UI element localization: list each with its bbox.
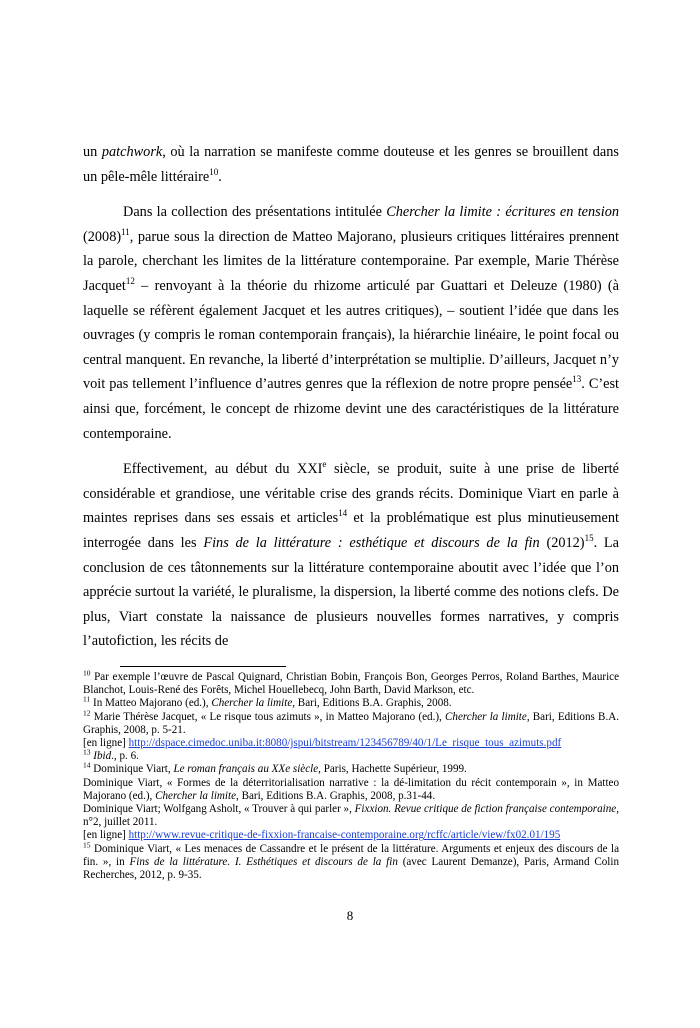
footnote-text: Dominique Viart; Wolfgang Asholt, « Trouver à qui parler », (83, 803, 355, 816)
footnote-number: 15 (83, 839, 91, 849)
page-number: 8 (346, 908, 354, 923)
footnote-number: 14 (83, 760, 91, 770)
paragraph-2 (83, 200, 619, 446)
footnote-text: ., p. 6. (111, 750, 139, 763)
text-run: siècle, se produit, suite à une prise de liberté considérable et grandiose, une véritable crise des grands récits. Dominique Viart en parle à maintes reprises dans ses essais et articles (83, 461, 619, 527)
paragraph-1 (83, 140, 619, 189)
footnote-text: Par exemple l’œuvre de Pascal Quignard, Christian Bobin, François Bon, Georges Perros, Roland Barthes, Maurice Blanchot, Louis-René des Forêts, Michel Houellebecq, John Barth, David Markson, etc. (83, 671, 619, 697)
footnote-separator (120, 666, 286, 667)
online-label: [en ligne] (83, 829, 129, 842)
footnote-15 (83, 839, 619, 883)
footnote-italic: Ibid (93, 750, 112, 763)
footnote-number: 13 (83, 747, 91, 757)
footnote-ref-15[interactable]: 15 (584, 533, 594, 544)
footnote-number: 11 (83, 694, 91, 704)
footnote-text: , Bari, Editions B.A. Graphis, 2008. (292, 697, 452, 710)
footnote-italic: Chercher la limite (445, 710, 527, 723)
footnote-text: Marie Thérèse Jacquet, « Le risque tous azimuts », in Matteo Majorano (ed.), (90, 710, 446, 723)
footnote-text: Dominique Viart, « Les menaces de Cassandre et le présent de la littérature. Arguments et enjeux des discours de la fin. », in (83, 842, 619, 868)
paragraph-3 (83, 457, 619, 654)
footnote-ref-13[interactable]: 13 (572, 374, 582, 385)
text-run: (2012) (539, 534, 585, 551)
footnote-italic: Fixxion. Revue critique de fiction française contemporaine (354, 803, 617, 816)
italic-title: Fins de la littérature : esthétique et discours de la fin (203, 534, 540, 551)
footnote-ref-14[interactable]: 14 (338, 508, 348, 519)
text-run: . La conclusion de ces tâtonnements sur la littérature contemporaine aboutit avec l’idée que l’on apprécie surtout la variété, le pluralisme, la dispersion, la liberté comme des notions clefs. De plus, Viart constate la naissance de plusieurs nouvelles formes narratives, y compris l’autofiction, les récits de (83, 534, 619, 650)
century-superscript: e (322, 459, 327, 470)
footnote-12-link-line (83, 737, 619, 750)
footnote-url-link[interactable]: http://www.revue-critique-de-fixxion-francaise-contemporaine.org/rcffc/article/view/fx02.01/195 (128, 829, 561, 842)
footnote-url-link[interactable]: http://dspace.cimedoc.uniba.it:8080/jspui/bitstream/123456789/40/1/Le_risque_tous_azimuts.pdf (128, 737, 562, 750)
footnote-13 (83, 747, 619, 763)
footnotes (83, 668, 620, 882)
text-run: . C’est ainsi que, forcément, le concept de rhizome devint une des caractéristiques de la littérature contemporaine. (83, 376, 620, 442)
text-run: Effectivement, au début du XXI (123, 461, 323, 478)
footnote-ref-12[interactable]: 12 (125, 276, 135, 287)
footnote-number: 10 (83, 668, 91, 678)
online-label: [en ligne] (83, 737, 129, 750)
text-run: Dans la collection des présentations intitulée (123, 204, 387, 221)
footnote-14-second-entry (83, 777, 619, 803)
footnote-14-third-entry (83, 803, 619, 829)
footnote-14 (83, 760, 619, 776)
footnote-italic: Chercher la limite (155, 789, 237, 802)
footnote-italic: Fins de la littérature. I. Esthétiques et discours de la fin (129, 855, 398, 868)
footnote-ref-10[interactable]: 10 (209, 166, 219, 177)
footnote-12 (83, 707, 620, 737)
text-run: . (218, 168, 222, 185)
footnote-text: , Bari, Editions B.A. Graphis, 2008, p. 5-21. (83, 710, 620, 736)
text-run: et la problématique est plus minutieusement interrogée dans les (83, 510, 619, 551)
footnote-text: (avec Laurent Demanze), Paris, Armand Colin Recherches, 2012, p. 9-35. (83, 855, 619, 882)
footnote-ref-11[interactable]: 11 (121, 227, 130, 238)
text-run: , où la narration se manifeste comme douteuse et les genres se brouillent dans un pêle-mêle littéraire (83, 144, 619, 185)
footnote-text: Dominique Viart, (90, 763, 174, 776)
main-body-text (83, 140, 619, 654)
italic-title: Chercher la limite : écritures en tension (386, 204, 620, 221)
text-run: , parue sous la direction de Matteo Majorano, plusieurs critiques littéraires prennent la parole, cherchant les limites de la littérature contemporaine. Par exemple, Marie Thérèse Jacquet (83, 228, 619, 294)
footnote-italic: Chercher la limite (211, 697, 293, 710)
footnote-text: , Paris, Hachette Supérieur, 1999. (318, 763, 467, 776)
footnote-14-link-line (83, 829, 619, 842)
text-run: – renvoyant à la théorie du rhizome articulé par Guattari et Deleuze (1980) (à laquelle se réfèrent également Jacquet et les autres critiques), – soutient l’idée que dans les ouvrages (y compris le roman contemporain français), la hiérarchie linéaire, le point focal ou central manquent. En revanche, la liberté d’interprétation se multiplie. D’ailleurs, Jacquet n’y voit pas tellement l’influence d’autres genres que la réflexion de notre propre pensée (83, 277, 619, 393)
footnote-italic: Le roman français au XXe siècle (173, 763, 319, 776)
text-run: un (83, 144, 102, 160)
text-run: (2008) (83, 228, 122, 245)
footnote-number: 12 (83, 707, 91, 717)
footnote-11 (83, 694, 619, 710)
footnote-text: Dominique Viart, « Formes de la déterritorialisation narrative : la dé-limitation du récit contemporain », in Matteo Majorano (ed.), (83, 776, 619, 802)
footnote-text: In Matteo Majorano (ed.), (90, 697, 212, 710)
footnote-10 (83, 668, 619, 697)
footnote-text: , Bari, Editions B.A. Graphis, 2008, p.31-44. (236, 789, 436, 802)
footnote-text: , n°2, juillet 2011. (83, 803, 619, 829)
italic-term: patchwork (101, 144, 163, 160)
